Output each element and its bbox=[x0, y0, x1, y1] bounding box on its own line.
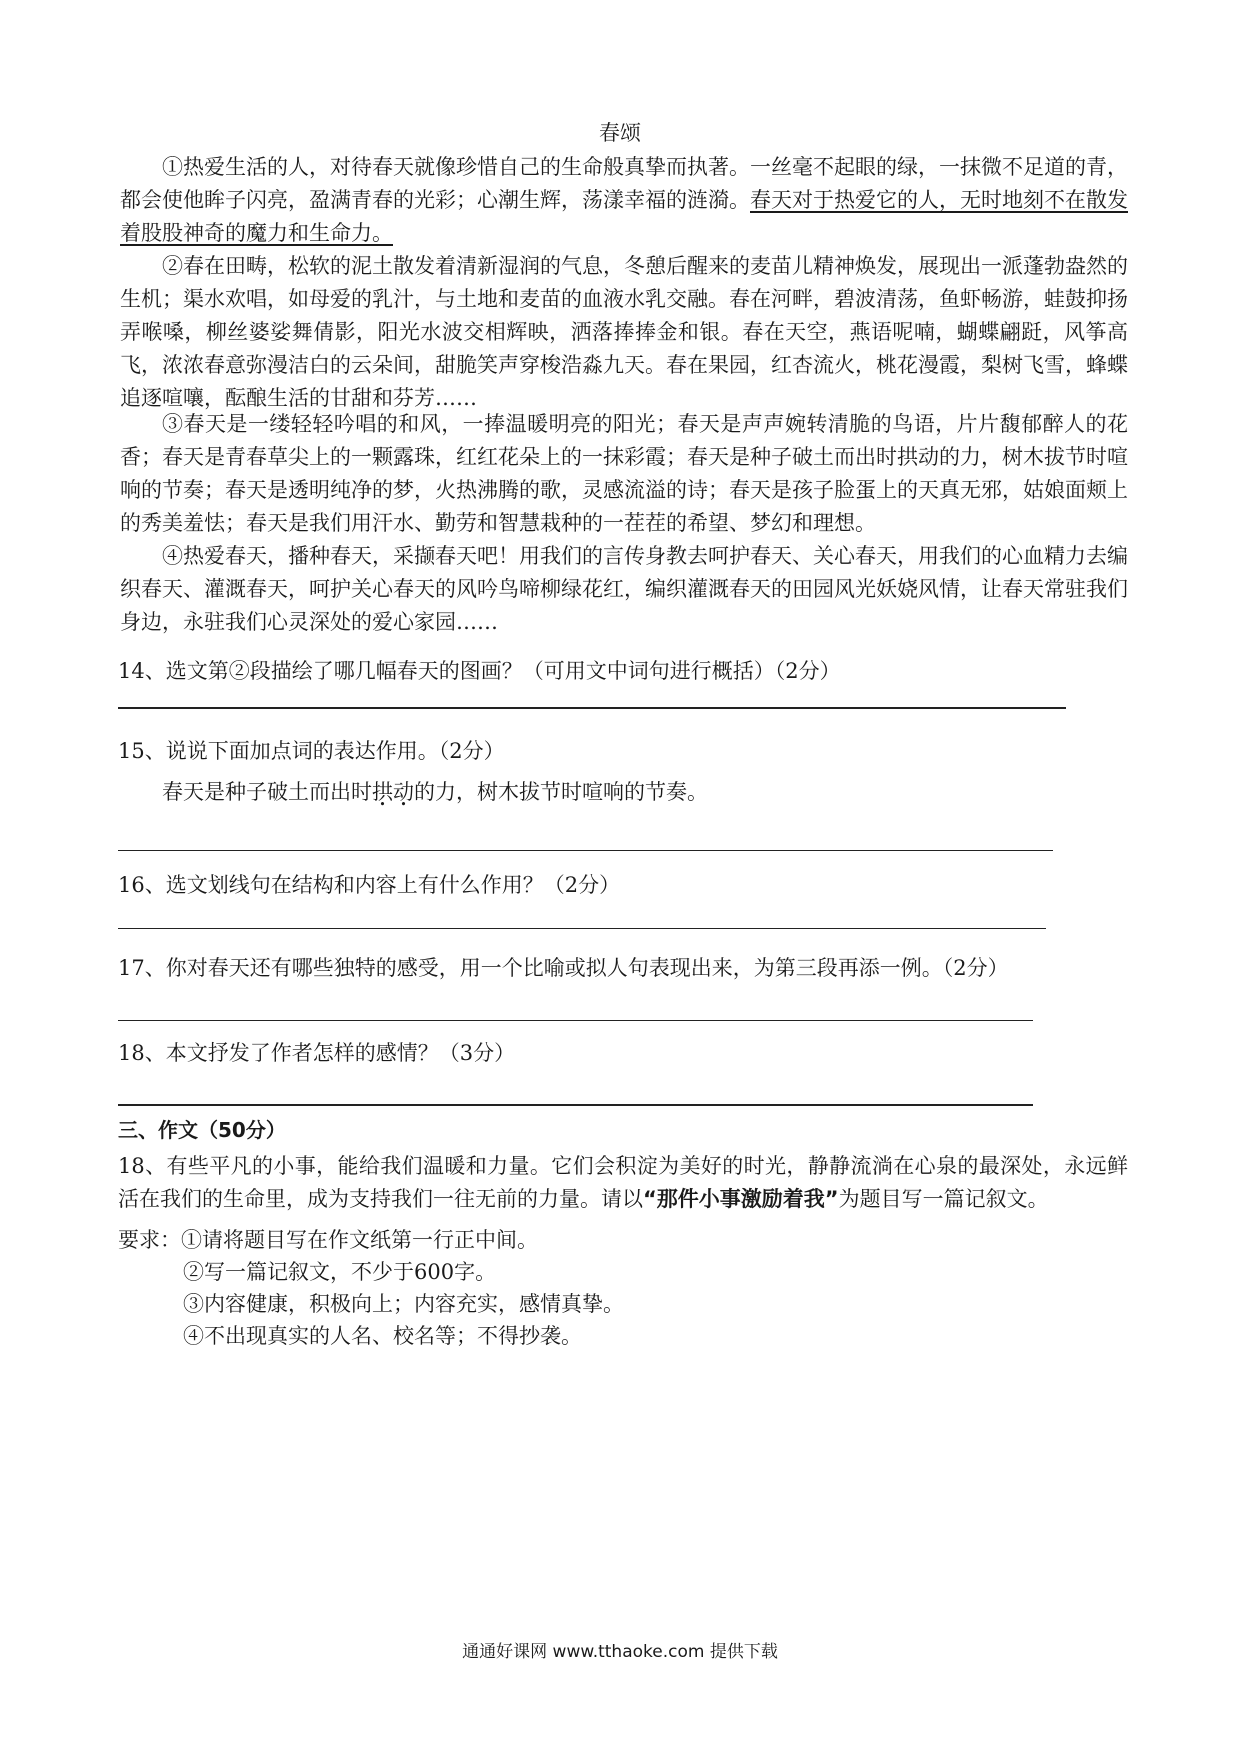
essay-title: “那件小事激励着我” bbox=[643, 1187, 839, 1211]
answer-line-14[interactable] bbox=[118, 707, 1066, 709]
footer-credit: 通通好课网 www.tthaoke.com 提供下载 bbox=[462, 1642, 778, 1662]
sentence-before: 春天是种子破土而出时 bbox=[162, 780, 372, 804]
paragraph-1 bbox=[120, 151, 1128, 250]
question-14: 14、选文第②段描绘了哪几幅春天的图画？（可用文中词句进行概括）（2分） bbox=[118, 659, 841, 683]
paragraph-3: ③春天是一缕轻轻吟唱的和风，一捧温暖明亮的阳光；春天是声声婉转清脆的鸟语，片片馥郁醉人的花香；春天是青春草尖上的一颗露珠，红红花朵上的一抹彩霞；春天是种子破土而出时拱动的力，树木拔节时喧响的节奏；春天是透明纯净的梦，火热沸腾的歌，灵感流溢的诗；春天是孩子脸蛋上的天真无邪，姑娘面颊上的秀美羞怯；春天是我们用汗水、勤劳和智慧栽种的一茬茬的希望、梦幻和理想。 bbox=[120, 412, 1128, 535]
answer-line-18[interactable] bbox=[118, 1104, 1033, 1106]
requirement-2: ②写一篇记叙文，不少于600字。 bbox=[183, 1260, 497, 1284]
question-15: 15、说说下面加点词的表达作用。（2分） bbox=[118, 739, 505, 763]
question-15-sentence bbox=[162, 777, 708, 807]
paragraph-1-text: ①热爱生活的人，对待春天就像珍惜自己的生命般真挚而执著。一丝毫不起眼的绿，一抹微不足道的青，都会使他眸子闪亮，盈满青春的光彩；心潮生辉，荡漾幸福的涟漪。 bbox=[120, 155, 1128, 212]
requirement-4: ④不出现真实的人名、校名等；不得抄袭。 bbox=[183, 1324, 582, 1348]
answer-line-15[interactable] bbox=[118, 850, 1053, 851]
composition-prompt bbox=[118, 1150, 1128, 1216]
emphasized-char-2: 动 bbox=[393, 780, 414, 804]
prompt-after: 为题目写一篇记叙文。 bbox=[838, 1187, 1049, 1211]
answer-line-17[interactable] bbox=[118, 1020, 1033, 1021]
sentence-after: 的力，树木拔节时喧响的节奏。 bbox=[414, 780, 708, 804]
question-18: 18、本文抒发了作者怎样的感情？（3分） bbox=[118, 1041, 516, 1065]
paragraph-4: ④热爱春天，播种春天，采撷春天吧！用我们的言传身教去呵护春天、关心春天，用我们的心血精力去编织春天、灌溉春天，呵护关心春天的风吟鸟啼柳绿花红，编织灌溉春天的田园风光妖娆风情，让春天常驻我们身边，永驻我们心灵深处的爱心家园…… bbox=[120, 544, 1128, 634]
requirement-3: ③内容健康，积极向上；内容充实，感情真挚。 bbox=[183, 1292, 624, 1316]
question-17: 17、你对春天还有哪些独特的感受，用一个比喻或拟人句表现出来，为第三段再添一例。（2分） bbox=[118, 956, 1009, 980]
passage-title: 春颂 bbox=[599, 121, 641, 145]
underlined-sentence: 春天对于热爱它的人，无时地刻不在散发着股股神奇的魔力和生命力。 bbox=[120, 188, 1128, 245]
requirement-1: 要求：①请将题目写在作文纸第一行正中间。 bbox=[118, 1228, 538, 1252]
paragraph-2: ②春在田畴，松软的泥土散发着清新湿润的气息，冬憩后醒来的麦苗儿精神焕发，展现出一派蓬勃盎然的生机；渠水欢唱，如母爱的乳汁，与土地和麦苗的血液水乳交融。春在河畔，碧波清荡，鱼虾畅游，蛙鼓抑扬弄喉嗓，柳丝婆娑舞倩影，阳光水波交相辉映，洒落捧捧金和银。春在天空，燕语呢喃，蝴蝶翩跹，风筝高飞，浓浓春意弥漫洁白的云朵间，甜脆笑声穿梭浩淼九天。春在果园，红杏流火，桃花漫霞，梨树飞雪，蜂蝶追逐喧嚷，酝酿生活的甘甜和芬芳…… bbox=[120, 254, 1128, 410]
answer-line-16[interactable] bbox=[118, 928, 1046, 929]
emphasized-char-1: 拱 bbox=[372, 780, 393, 804]
question-16: 16、选文划线句在结构和内容上有什么作用？（2分） bbox=[118, 873, 621, 897]
prompt-before: 18、有些平凡的小事，能给我们温暖和力量。它们会积淀为美好的时光，静静流淌在心泉的最深处，永远鲜活在我们的生命里，成为支持我们一往无前的力量。请以 bbox=[118, 1154, 1128, 1211]
composition-section-title: 三、作文（50分） bbox=[118, 1118, 286, 1142]
